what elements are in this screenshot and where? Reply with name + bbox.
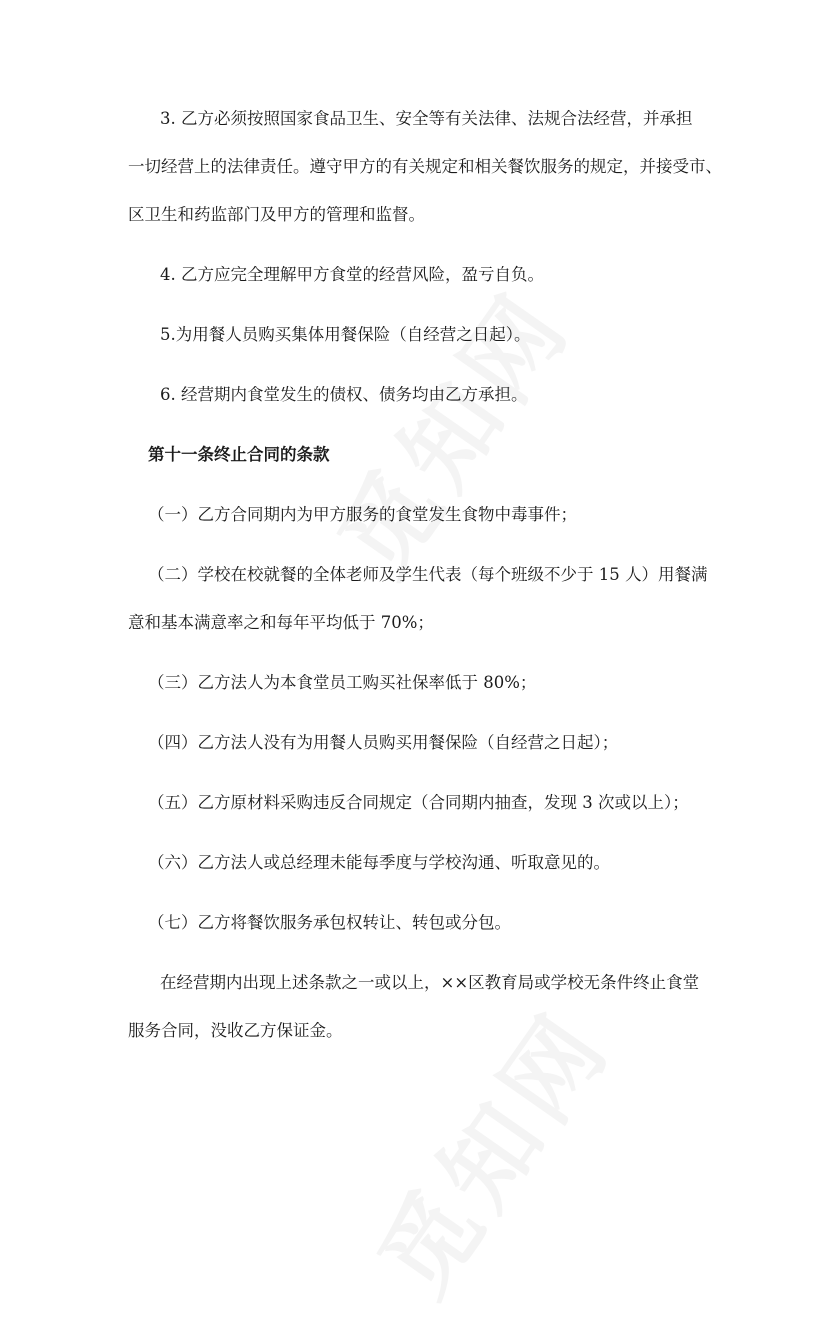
paragraph-line: 5.为用餐人员购买集体用餐保险（自经营之日起）。 <box>160 325 531 344</box>
clause-item: （三）乙方法人为本食堂员工购买社保率低于 80%； <box>148 673 537 692</box>
paragraph-line: 4. 乙方应完全理解甲方食堂的经营风险，盈亏自负。 <box>160 265 544 284</box>
clause-item: （二）学校在校就餐的全体老师及学生代表（每个班级不少于 15 人）用餐满 <box>148 565 708 584</box>
paragraph-line: 服务合同，没收乙方保证金。 <box>128 1021 343 1040</box>
paragraph-line: 一切经营上的法律责任。遵守甲方的有关规定和相关餐饮服务的规定，并接受市、 <box>128 157 722 176</box>
clause-item: （一）乙方合同期内为甲方服务的食堂发生食物中毒事件； <box>148 505 577 524</box>
section-heading: 第十一条终止合同的条款 <box>148 445 330 464</box>
clause-item-continued: 意和基本满意率之和每年平均低于 70%； <box>128 613 434 632</box>
watermark <box>302 259 597 598</box>
clause-item: （五）乙方原材料采购违反合同规定（合同期内抽查，发现 3 次或以上）； <box>148 793 689 812</box>
clause-item: （六）乙方法人或总经理未能每季度与学校沟通、听取意见的。 <box>148 853 610 872</box>
paragraph-line: 区卫生和药监部门及甲方的管理和监督。 <box>128 205 425 224</box>
paragraph-line: 6. 经营期内食堂发生的债权、债务均由乙方承担。 <box>160 385 528 404</box>
watermark <box>342 979 637 1318</box>
clause-item: （四）乙方法人没有为用餐人员购买用餐保险（自经营之日起）； <box>148 733 619 752</box>
paragraph-line: 3. 乙方必须按照国家食品卫生、安全等有关法律、法规合法经营，并承担 <box>160 109 693 128</box>
clause-item: （七）乙方将餐饮服务承包权转让、转包或分包。 <box>148 913 511 932</box>
paragraph-line: 在经营期内出现上述条款之一或以上，××区教育局或学校无条件终止食堂 <box>160 973 700 992</box>
